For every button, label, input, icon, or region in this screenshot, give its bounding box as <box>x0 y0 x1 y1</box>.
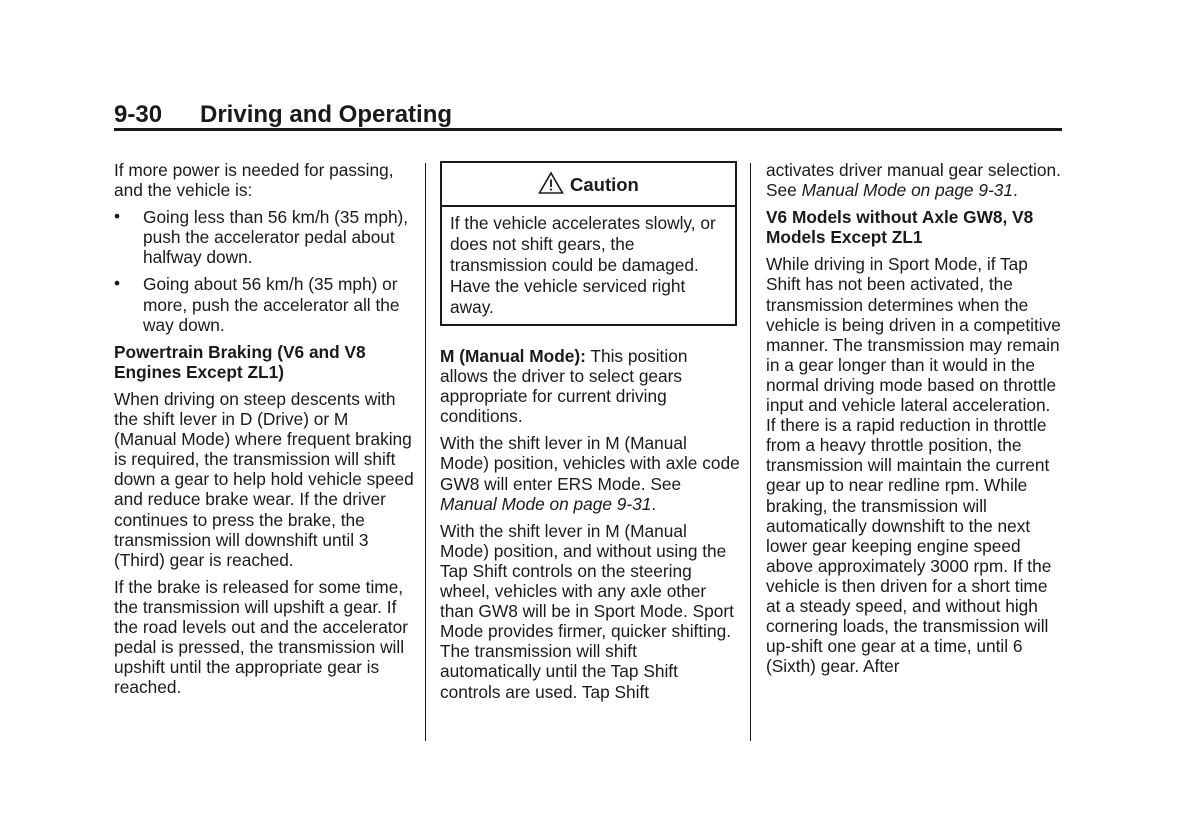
subsection-heading: Powertrain Braking (V6 and V8 Engines Except ZL1) <box>114 341 366 382</box>
column-left <box>114 160 414 704</box>
list-item <box>114 207 414 267</box>
column-divider <box>425 163 426 741</box>
continued-text-end: . <box>1012 180 1018 201</box>
caution-text: If the vehicle accelerates slowly, or does not shift gears, the transmission could be damaged. Have the vehicle serviced right away. <box>450 213 716 317</box>
continued-text: activates driver manual gear selection. See <box>766 160 1061 201</box>
list-item-text: Going about 56 km/h (35 mph) or more, push the accelerator all the way down. <box>143 274 400 335</box>
manual-mode-reference-link[interactable]: Manual Mode on page 9-31 <box>440 493 652 514</box>
manual-mode-text: This position allows the driver to select gears appropriate for current driving conditions. <box>440 346 688 427</box>
manual-mode-paragraph <box>440 346 740 426</box>
sport-mode-paragraph: With the shift lever in M (Manual Mode) position, and without using the Tap Shift controls on the steering wheel, vehicles with any axle other than GW8 will be in Sport Mode. Sport Mode provides firmer, quicker shifting. The transmission will shift automatically until the Tap Shift controls are used. Tap Shift <box>440 520 734 702</box>
column-divider <box>750 163 751 741</box>
caution-header <box>442 163 735 207</box>
caution-title: Caution <box>570 174 639 195</box>
column-middle <box>440 160 740 709</box>
header-rule <box>114 128 1062 131</box>
section-title: Driving and Operating <box>200 101 453 128</box>
bullet-icon: • <box>114 273 121 294</box>
bullet-list <box>114 207 414 335</box>
ers-mode-text-end: . <box>651 493 657 514</box>
body-paragraph: If the brake is released for some time, the transmission will upshift a gear. If the road levels out and the accelerator pedal is pressed, the transmission will upshift until the appropriate gear is reached. <box>114 576 408 698</box>
list-item-text: Going less than 56 km/h (35 mph), push the accelerator pedal about halfway down. <box>143 207 409 268</box>
list-item <box>114 274 414 334</box>
page-number: 9-30 <box>114 101 163 128</box>
manual-mode-label: M (Manual Mode): <box>440 346 586 366</box>
manual-mode-reference-link[interactable]: Manual Mode on page 9-31 <box>801 180 1013 201</box>
column-right <box>766 160 1062 683</box>
body-paragraph: While driving in Sport Mode, if Tap Shift has not been activated, the transmission determines when the vehicle is being driven in a competitive manner. The transmission may remain in a gear longer than it would in the normal driving mode based on throttle input and vehicle lateral acceleration. If there is a rapid reduction in throttle from a heavy throttle position, the transmission will maintain the current gear up to near redline rpm. While braking, the transmission will automatically downshift to the next lower gear keeping engine speed above approximately 3000 rpm. If the vehicle is then driven for a short time at a steady speed, and without high cornering loads, the transmission will up-shift one gear at a time, until 6 (Sixth) gear. After <box>766 254 1061 677</box>
continued-paragraph <box>766 160 1062 200</box>
intro-paragraph: If more power is needed for passing, and the vehicle is: <box>114 160 394 201</box>
page-header <box>114 100 1062 130</box>
warning-triangle-icon <box>538 171 564 195</box>
body-paragraph: When driving on steep descents with the shift lever in D (Drive) or M (Manual Mode) where frequent braking is required, the transmission will shift down a gear to help hold vehicle speed and reduce brake wear. If the driver continues to press the brake, the transmission will downshift until 3 (Third) gear is reached. <box>114 388 414 570</box>
subsection-heading: V6 Models without Axle GW8, V8 Models Except ZL1 <box>766 207 1034 248</box>
ers-mode-paragraph <box>440 433 740 513</box>
ers-mode-text: With the shift lever in M (Manual Mode) position, vehicles with axle code GW8 will enter ERS Mode. See <box>440 433 740 494</box>
caution-box <box>440 161 737 326</box>
bullet-icon: • <box>114 206 121 227</box>
